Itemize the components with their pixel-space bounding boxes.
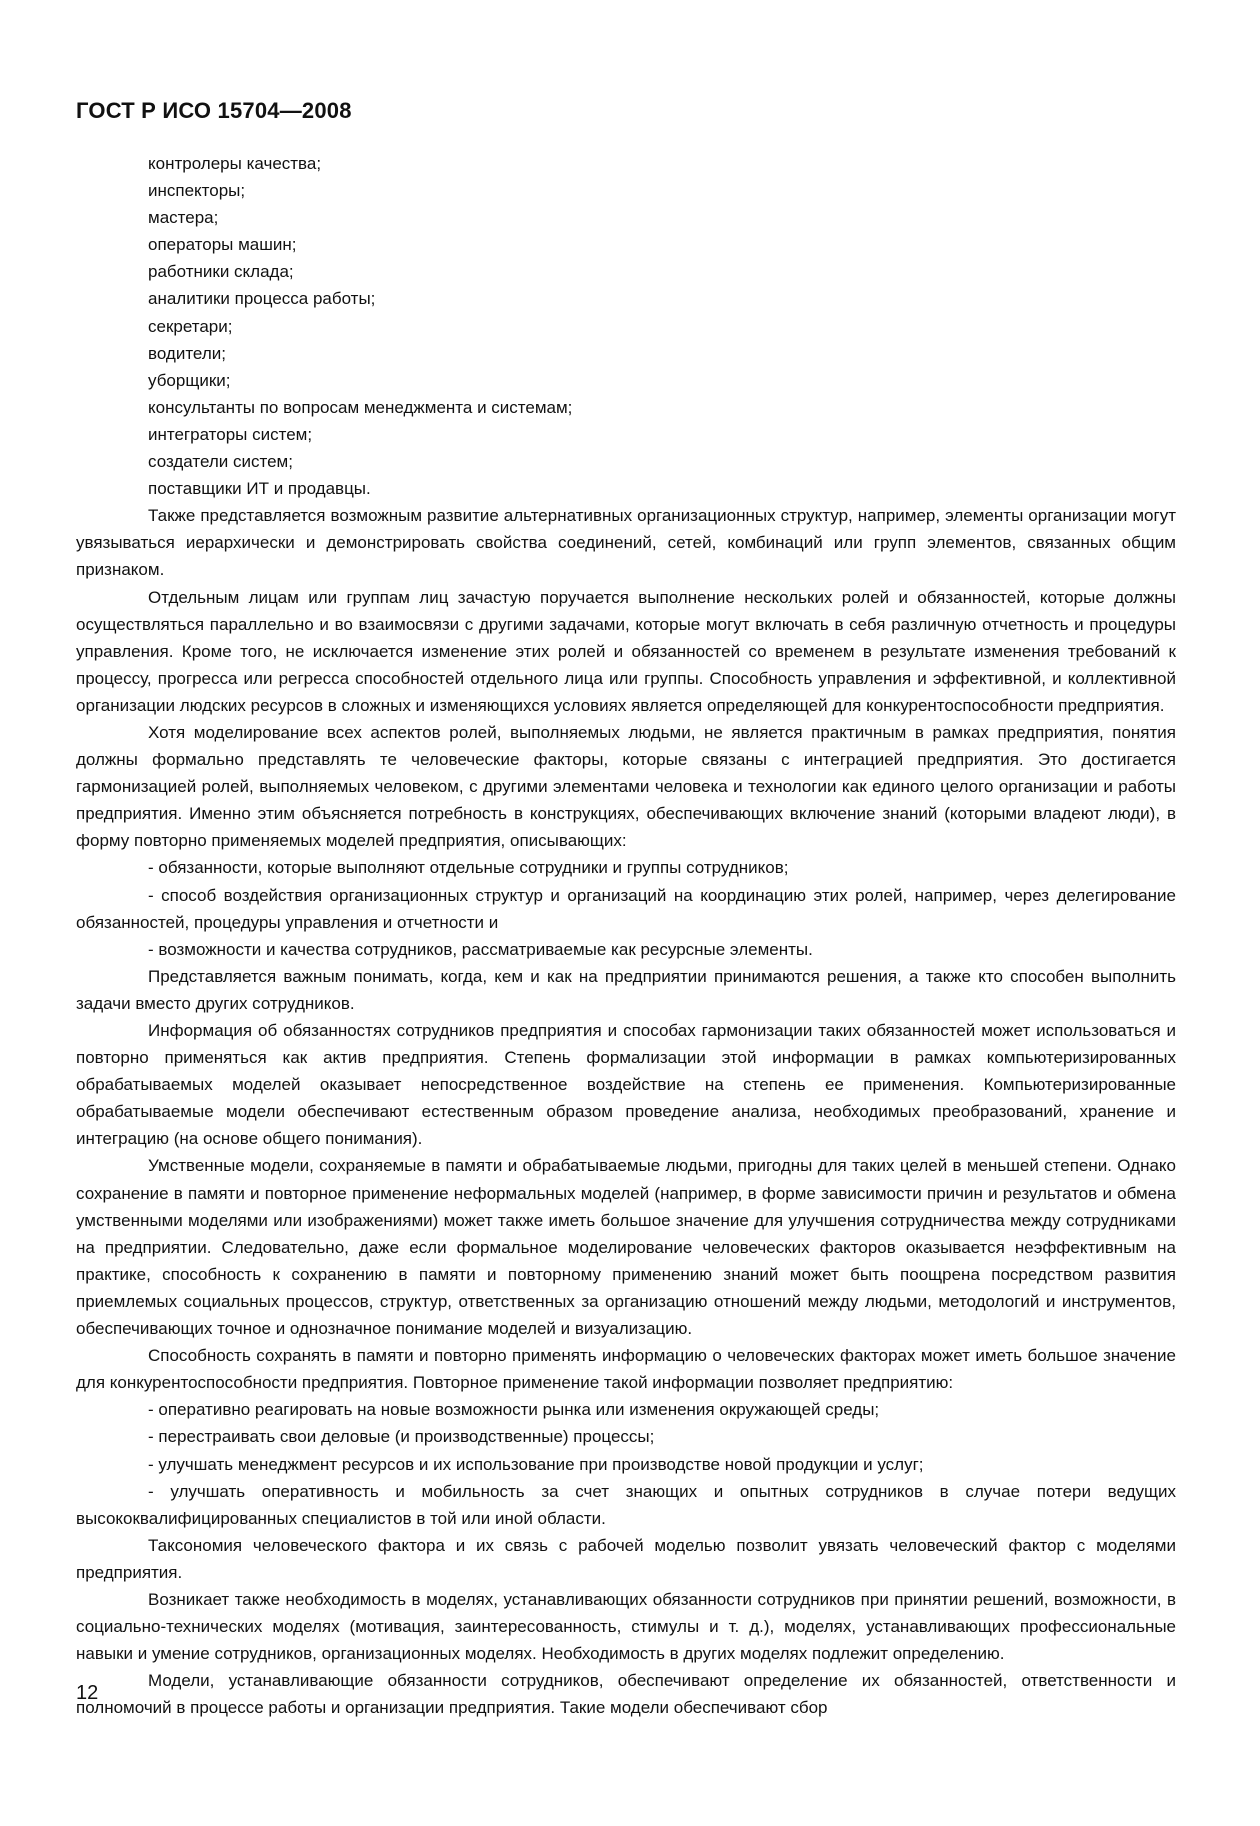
page-number: 12 [76, 1682, 99, 1704]
dash-item: - способ воздействия организационных структур и организаций на координацию этих ролей, например, через делегирование обязанностей, процедуры управления и отчетности и [76, 885, 1176, 932]
paragraph: Также представляется возможным развитие альтернативных организационных структур, например, элементы организации могут увязываться иерархически и демонстрировать свойства соединений, сетей, комбинаций или групп элементов, связанных общим признаком. [76, 506, 1176, 580]
document-body [76, 150, 1176, 1721]
list-item: интеграторы систем; [148, 424, 313, 444]
list-item: операторы машин; [148, 235, 297, 255]
list-item: водители; [148, 343, 226, 363]
paragraph: Умственные модели, сохраняемые в памяти и обрабатываемые людьми, пригодны для таких целей в меньшей степени. Однако сохранение в памяти и повторное применение неформальных моделей (например, в форме зависимости причин и результатов и обмена умственными моделями или изображениями) может также иметь большое значение для улучшения сотрудничества между сотрудниками на предприятии. Следовательно, даже если формальное моделирование человеческих факторов оказывается неэффективным на практике, способность к сохранению в памяти и повторному применению знаний может быть поощрена посредством развития приемлемых социальных процессов, структур, ответственных за организацию отношений между людьми, методологий и инструментов, обеспечивающих точное и однозначное понимание моделей и визуализацию. [76, 1156, 1176, 1339]
list-item: мастера; [148, 208, 219, 228]
list-item: секретари; [148, 316, 233, 336]
paragraph: Представляется важным понимать, когда, кем и как на предприятии принимаются решения, а также кто способен выполнить задачи вместо других сотрудников. [76, 966, 1176, 1013]
roles-list [76, 150, 1176, 502]
list-item: инспекторы; [148, 181, 246, 201]
list-item: работники склада; [148, 262, 294, 282]
paragraph: Модели, устанавливающие обязанности сотрудников, обеспечивают определение их обязанностей, ответственности и полномочий в процессе работы и организации предприятия. Такие модели обеспечивают сбор [76, 1671, 1176, 1718]
list-item: аналитики процесса работы; [148, 289, 376, 309]
dash-item: - улучшать менеджмент ресурсов и их использование при производстве новой продукции и услуг; [148, 1454, 924, 1474]
list-item: контролеры качества; [148, 154, 322, 173]
list-item: поставщики ИТ и продавцы. [148, 479, 371, 499]
dash-item: - обязанности, которые выполняют отдельные сотрудники и группы сотрудников; [148, 858, 789, 878]
dash-item: - возможности и качества сотрудников, рассматриваемые как ресурсные элементы. [148, 939, 813, 959]
paragraph: Возникает также необходимость в моделях, устанавливающих обязанности сотрудников при принятии решений, возможности, в социально-технических моделях (мотивация, заинтересованность, стимулы и т. д.), моделях, устанавливающих профессиональные навыки и умение сотрудников, организационных моделях. Необходимость в других моделях подлежит определению. [76, 1589, 1176, 1664]
dash-item: - перестраивать свои деловые (и производственные) процессы; [148, 1427, 655, 1447]
paragraph: Хотя моделирование всех аспектов ролей, выполняемых людьми, не является практичным в рамках предприятия, понятия должны формально представлять те человеческие факторы, которые связаны с интеграцией предприятия. Это достигается гармонизацией ролей, выполняемых человеком, с другими элементами человека и технологии как единого целого организации и работы предприятия. Именно этим объясняется потребность в конструкциях, обеспечивающих включение знаний (которыми владеют люди), в форму повторно применяемых моделей предприятия, описывающих: [76, 722, 1176, 851]
paragraph: Информация об обязанностях сотрудников предприятия и способах гармонизации таких обязанностей может использоваться и повторно применяться как актив предприятия. Степень формализации этой информации в рамках компьютеризированных обрабатываемых моделей оказывает непосредственное воздействие на степень ее применения. Компьютеризированные обрабатываемые модели обеспечивают естественным образом проведение анализа, необходимых преобразований, хранение и интеграцию (на основе общего понимания). [76, 1021, 1176, 1149]
paragraph: Таксономия человеческого фактора и их связь с рабочей моделью позволит увязать человеческий фактор с моделями предприятия. [76, 1535, 1176, 1582]
list-item: создатели систем; [148, 452, 293, 472]
list-item: уборщики; [148, 370, 231, 390]
dash-item: - улучшать оперативность и мобильность за счет знающих и опытных сотрудников в случае потери ведущих высококвалифицированных специалистов в той или иной области. [76, 1481, 1176, 1528]
paragraph: Отдельным лицам или группам лиц зачастую поручается выполнение нескольких ролей и обязанностей, которые должны осуществляться параллельно и во взаимосвязи с другими задачами, которые могут включать в себя различную отчетность и процедуры управления. Кроме того, не исключается изменение этих ролей и обязанностей со временем в результате изменения требований к процессу, прогресса или регресса способностей отдельного лица или группы. Способность управления и эффективной, и коллективной организации людских ресурсов в сложных и изменяющихся условиях является определяющей для конкурентоспособности предприятия. [76, 587, 1176, 715]
paragraph: Способность сохранять в памяти и повторно применять информацию о человеческих факторах может иметь большое значение для конкурентоспособности предприятия. Повторное применение такой информации позволяет предприятию: [76, 1346, 1176, 1393]
document-header: ГОСТ Р ИСО 15704—2008 [76, 98, 352, 123]
dash-item: - оперативно реагировать на новые возможности рынка или изменения окружающей среды; [148, 1400, 880, 1420]
list-item: консультанты по вопросам менеджмента и системам; [148, 397, 573, 417]
